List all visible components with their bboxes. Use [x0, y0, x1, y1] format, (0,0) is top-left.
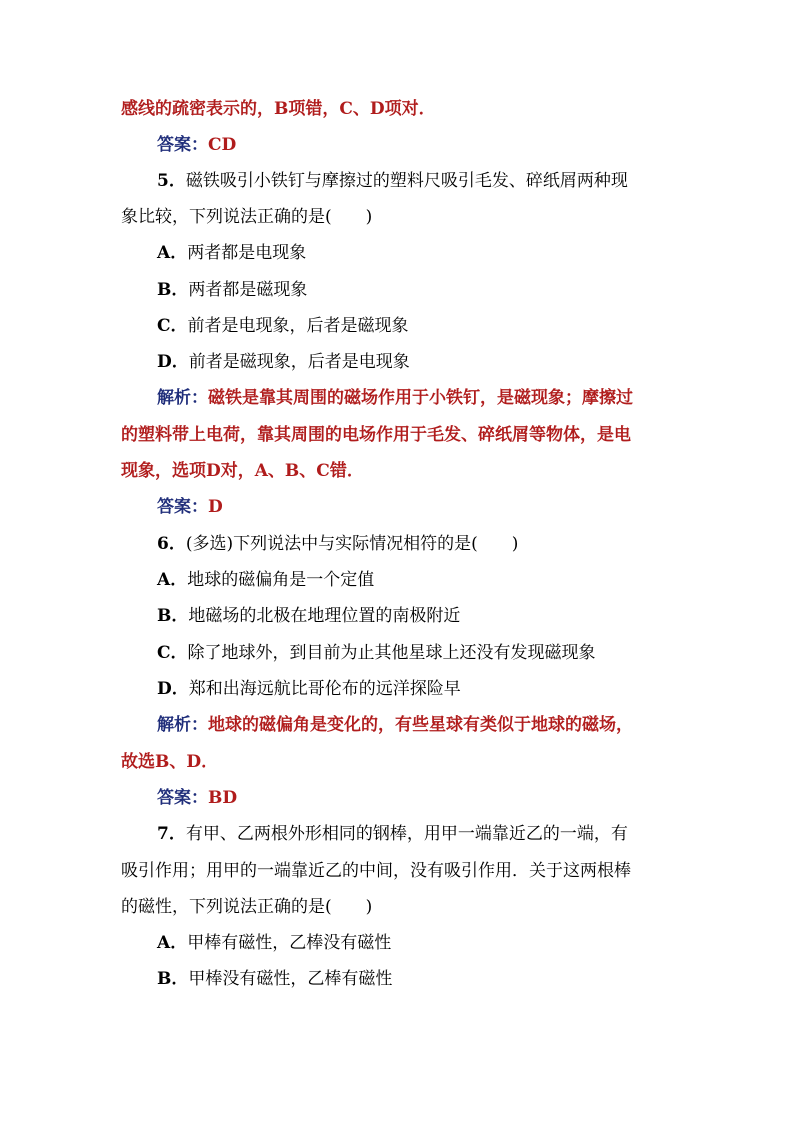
- option-text: 除了地球外，到目前为止其他星球上还没有发现磁现象: [187, 643, 596, 663]
- answer-value: D: [208, 497, 223, 517]
- option-label: B．: [157, 969, 189, 989]
- option-6c: [0, 641, 794, 665]
- question-7-stem-cont2: [0, 895, 794, 919]
- question-text: 吸引作用；用甲的一端靠近乙的中间，没有吸引作用．关于这两根棒: [121, 861, 631, 881]
- explanation-5-line1: [0, 386, 794, 410]
- question-number: 7．: [157, 824, 186, 844]
- question-6-stem: [0, 532, 794, 556]
- question-5-stem: [0, 169, 794, 193]
- explanation-text: 感线的疏密表示的，B项错，C、D项对．: [121, 99, 436, 119]
- question-number: 6．: [157, 534, 186, 554]
- answer-label: 答案：: [157, 788, 208, 808]
- question-7-stem: [0, 822, 794, 846]
- answer-value: CD: [208, 135, 237, 155]
- option-label: C．: [157, 643, 188, 663]
- option-7a: [0, 931, 794, 955]
- answer-label: 答案：: [157, 497, 208, 517]
- option-label: D．: [157, 679, 189, 699]
- question-7-stem-cont: [0, 859, 794, 883]
- question-number: 5．: [157, 171, 186, 191]
- option-6a: [0, 568, 794, 592]
- question-text: 象比较，下列说法正确的是( ): [121, 207, 373, 227]
- option-5d: [0, 350, 794, 374]
- explanation-text: 的塑料带上电荷，靠其周围的电场作用于毛发、碎纸屑等物体，是电: [121, 425, 631, 445]
- explanation-6-line1: [0, 713, 794, 737]
- option-label: A．: [157, 570, 188, 590]
- option-6d: [0, 677, 794, 701]
- answer-line-q6: [0, 786, 794, 810]
- option-text: 前者是电现象，后者是磁现象: [187, 316, 409, 336]
- explanation-5-line3: [0, 459, 794, 483]
- answer-label: 答案：: [157, 135, 208, 155]
- option-5b: [0, 278, 794, 302]
- option-6b: [0, 604, 794, 628]
- option-label: A．: [157, 243, 188, 263]
- option-7b: [0, 967, 794, 991]
- option-label: A．: [157, 933, 188, 953]
- question-text: (多选)下列说法中与实际情况相符的是( ): [185, 534, 519, 554]
- option-label: B．: [157, 280, 189, 300]
- explanation-text: 地球的磁偏角是变化的，有些星球有类似于地球的磁场，: [208, 715, 633, 735]
- option-5a: [0, 241, 794, 265]
- explanation-label: 解析：: [157, 388, 208, 408]
- option-text: 郑和出海远航比哥伦布的远洋探险早: [188, 679, 461, 699]
- option-label: B．: [157, 606, 189, 626]
- explanation-6-line2: [0, 750, 794, 774]
- explanation-5-line2: [0, 423, 794, 447]
- question-text: 磁铁吸引小铁钉与摩擦过的塑料尺吸引毛发、碎纸屑两种现: [185, 171, 628, 191]
- option-text: 两者都是电现象: [187, 243, 307, 263]
- question-5-stem-cont: [0, 205, 794, 229]
- option-text: 前者是磁现象，后者是电现象: [188, 352, 410, 372]
- explanation-text: 现象，选项D对，A、B、C错．: [121, 461, 364, 481]
- question-text: 的磁性，下列说法正确的是( ): [121, 897, 373, 917]
- answer-value: BD: [208, 788, 238, 808]
- option-text: 地磁场的北极在地理位置的南极附近: [188, 606, 461, 626]
- explanation-label: 解析：: [157, 715, 208, 735]
- option-text: 甲棒没有磁性，乙棒有磁性: [188, 969, 393, 989]
- option-label: D．: [157, 352, 189, 372]
- option-label: C．: [157, 316, 188, 336]
- answer-line-q4: [0, 133, 794, 157]
- explanation-continuation: [0, 97, 794, 121]
- option-text: 甲棒有磁性，乙棒没有磁性: [187, 933, 392, 953]
- question-text: 有甲、乙两根外形相同的钢棒，用甲一端靠近乙的一端，有: [185, 824, 628, 844]
- explanation-text: 故选B、D．: [121, 752, 219, 772]
- option-5c: [0, 314, 794, 338]
- explanation-text: 磁铁是靠其周围的磁场作用于小铁钉，是磁现象；摩擦过: [208, 388, 633, 408]
- option-text: 两者都是磁现象: [188, 280, 308, 300]
- answer-line-q5: [0, 495, 794, 519]
- option-text: 地球的磁偏角是一个定值: [187, 570, 375, 590]
